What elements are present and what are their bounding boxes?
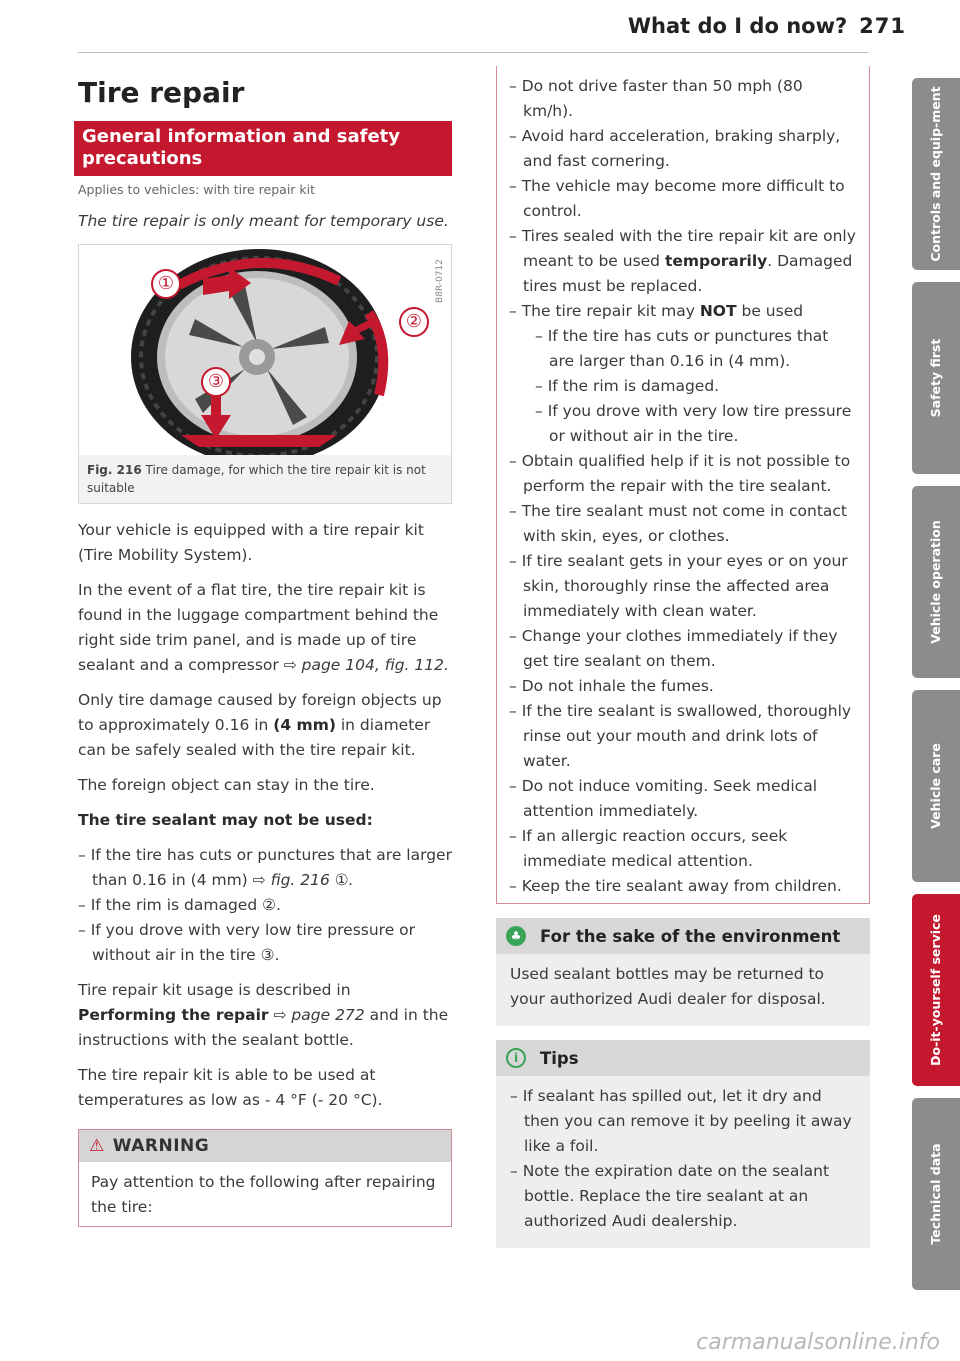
- list-item: – Note the expiration date on the sealant bottle. Replace the tire sealant at an authorized Audi dealership.: [510, 1159, 856, 1234]
- list-item: – If the rim is damaged.: [535, 374, 857, 399]
- page-ref-link[interactable]: ⇨ page 104, fig. 112.: [283, 656, 449, 674]
- tab-safety[interactable]: Safety first: [912, 282, 960, 474]
- list-item: – Tires sealed with the tire repair kit are only meant to be used temporarily. Damaged tires must be replaced.: [509, 224, 857, 299]
- list-item: – If an allergic reaction occurs, seek immediate medical attention.: [509, 824, 857, 874]
- figure-code: B8R-0712: [435, 259, 445, 303]
- warning-intro: Pay attention to the following after repairing the tire:: [91, 1173, 436, 1216]
- left-column: [78, 70, 452, 1227]
- list-item: – Avoid hard acceleration, braking sharply, and fast cornering.: [509, 124, 857, 174]
- watermark: carmanualsonline.info: [696, 1330, 940, 1355]
- tab-technical-data[interactable]: Technical data: [912, 1098, 960, 1290]
- para-kit: Your vehicle is equipped with a tire repair kit (Tire Mobility System).: [78, 521, 424, 564]
- list-item: – The tire sealant must not come in contact with skin, eyes, or clothes.: [509, 499, 857, 549]
- tab-vehicle-operation[interactable]: Vehicle operation: [912, 486, 960, 678]
- figure-216: [78, 244, 452, 504]
- figure-caption: [79, 455, 451, 503]
- list-item: – If you drove with very low tire pressure or without air in the tire.: [535, 399, 857, 449]
- list-item: – The tire repair kit may NOT be used – If the tire has cuts or punctures that are larger than 0.16 in (4 mm). – If the rim is damaged. – If you drove with very low tire pressure or without air in the tire.: [509, 299, 857, 449]
- environment-box: [496, 954, 870, 1026]
- page-header: [628, 14, 906, 38]
- callout-3: ③: [201, 367, 231, 397]
- tips-box: [496, 1076, 870, 1248]
- list-item: – Do not drive faster than 50 mph (80 km/h).: [509, 74, 857, 124]
- warning-heading: ⚠ WARNING: [79, 1130, 451, 1162]
- list-item: – If you drove with very low tire pressure or without air in the tire ③.: [78, 918, 452, 968]
- intro-text: The tire repair is only meant for temporary use.: [78, 212, 449, 230]
- para-location: In the event of a flat tire, the tire repair kit is found in the luggage compartment behind the right side trim panel, and is made up of tire sealant and a compressor ⇨ page 104, fig. 112.: [78, 581, 449, 674]
- environment-heading: ♣ For the sake of the environment: [496, 918, 870, 954]
- callout-1: ①: [151, 269, 181, 299]
- tab-vehicle-care[interactable]: Vehicle care: [912, 690, 960, 882]
- sub-list: [523, 324, 857, 449]
- page-272-link[interactable]: ⇨ page 272: [273, 1006, 365, 1024]
- figure-label: Fig. 216: [87, 463, 142, 477]
- tire-wheel-icon: [79, 245, 451, 455]
- header-title: What do I do now?: [627, 14, 848, 38]
- tips-heading: i Tips: [496, 1040, 870, 1076]
- notused-heading: The tire sealant may not be used:: [78, 811, 373, 829]
- list-item: – The vehicle may become more difficult to control.: [509, 174, 857, 224]
- list-item: – Obtain qualified help if it is not possible to perform the repair with the tire sealant.: [509, 449, 857, 499]
- warning-list: [509, 74, 857, 899]
- tire-illustration: [79, 245, 451, 455]
- right-column: [496, 78, 870, 1248]
- para-foreign: The foreign object can stay in the tire.: [78, 776, 375, 794]
- list-item: – Do not induce vomiting. Seek medical attention immediately.: [509, 774, 857, 824]
- figure-caption-text: Tire damage, for which the tire repair kit is not suitable: [87, 463, 426, 495]
- warning-continued: [496, 66, 870, 904]
- page-title: Tire repair: [78, 76, 245, 109]
- list-item: – If the tire has cuts or punctures that are larger than 0.16 in (4 mm).: [535, 324, 857, 374]
- warning-box: [78, 1129, 452, 1227]
- page-number: 271: [859, 14, 906, 38]
- list-item: – If tire sealant gets in your eyes or on your skin, thoroughly rinse the affected area immediately with clean water.: [509, 549, 857, 624]
- list-item: – If the tire sealant is swallowed, thoroughly rinse out your mouth and drink lots of water.: [509, 699, 857, 774]
- fig-ref-link[interactable]: ⇨ fig. 216 ①.: [252, 871, 354, 889]
- environment-text: Used sealant bottles may be returned to your authorized Audi dealer for disposal.: [510, 965, 826, 1008]
- chapter-tabs: [912, 78, 960, 1302]
- para-temperature: The tire repair kit is able to be used at temperatures as low as - 4 °F (- 20 °C).: [78, 1066, 383, 1109]
- info-icon: i: [506, 1048, 526, 1068]
- warning-icon: ⚠: [89, 1136, 105, 1156]
- list-item: – If sealant has spilled out, let it dry and then you can remove it by peeling it away like a foil.: [510, 1084, 856, 1159]
- para-damage: Only tire damage caused by foreign objects up to approximately 0.16 in (4 mm) in diameter can be safely sealed with the tire repair kit.: [78, 691, 442, 759]
- list-item: – Do not inhale the fumes.: [509, 674, 857, 699]
- section-heading: General information and safety precautions: [74, 121, 452, 176]
- header-rule: [78, 52, 868, 53]
- tips-list: [510, 1084, 856, 1234]
- applies-note: Applies to vehicles: with tire repair kit: [78, 182, 316, 197]
- list-item: – If the rim is damaged ②.: [78, 893, 452, 918]
- tab-controls[interactable]: Controls and equip-ment: [912, 78, 960, 270]
- notused-list: [78, 843, 452, 968]
- para-usage: Tire repair kit usage is described in Performing the repair ⇨ page 272 and in the instructions with the sealant bottle.: [78, 981, 449, 1049]
- list-item: – Keep the tire sealant away from children.: [509, 874, 857, 899]
- tab-do-it-yourself[interactable]: Do-it-yourself service: [912, 894, 960, 1086]
- environment-icon: ♣: [506, 926, 526, 946]
- list-item: – If the tire has cuts or punctures that are larger than 0.16 in (4 mm) ⇨ fig. 216 ①.: [78, 843, 452, 893]
- callout-2: ②: [399, 307, 429, 337]
- list-item: – Change your clothes immediately if they get tire sealant on them.: [509, 624, 857, 674]
